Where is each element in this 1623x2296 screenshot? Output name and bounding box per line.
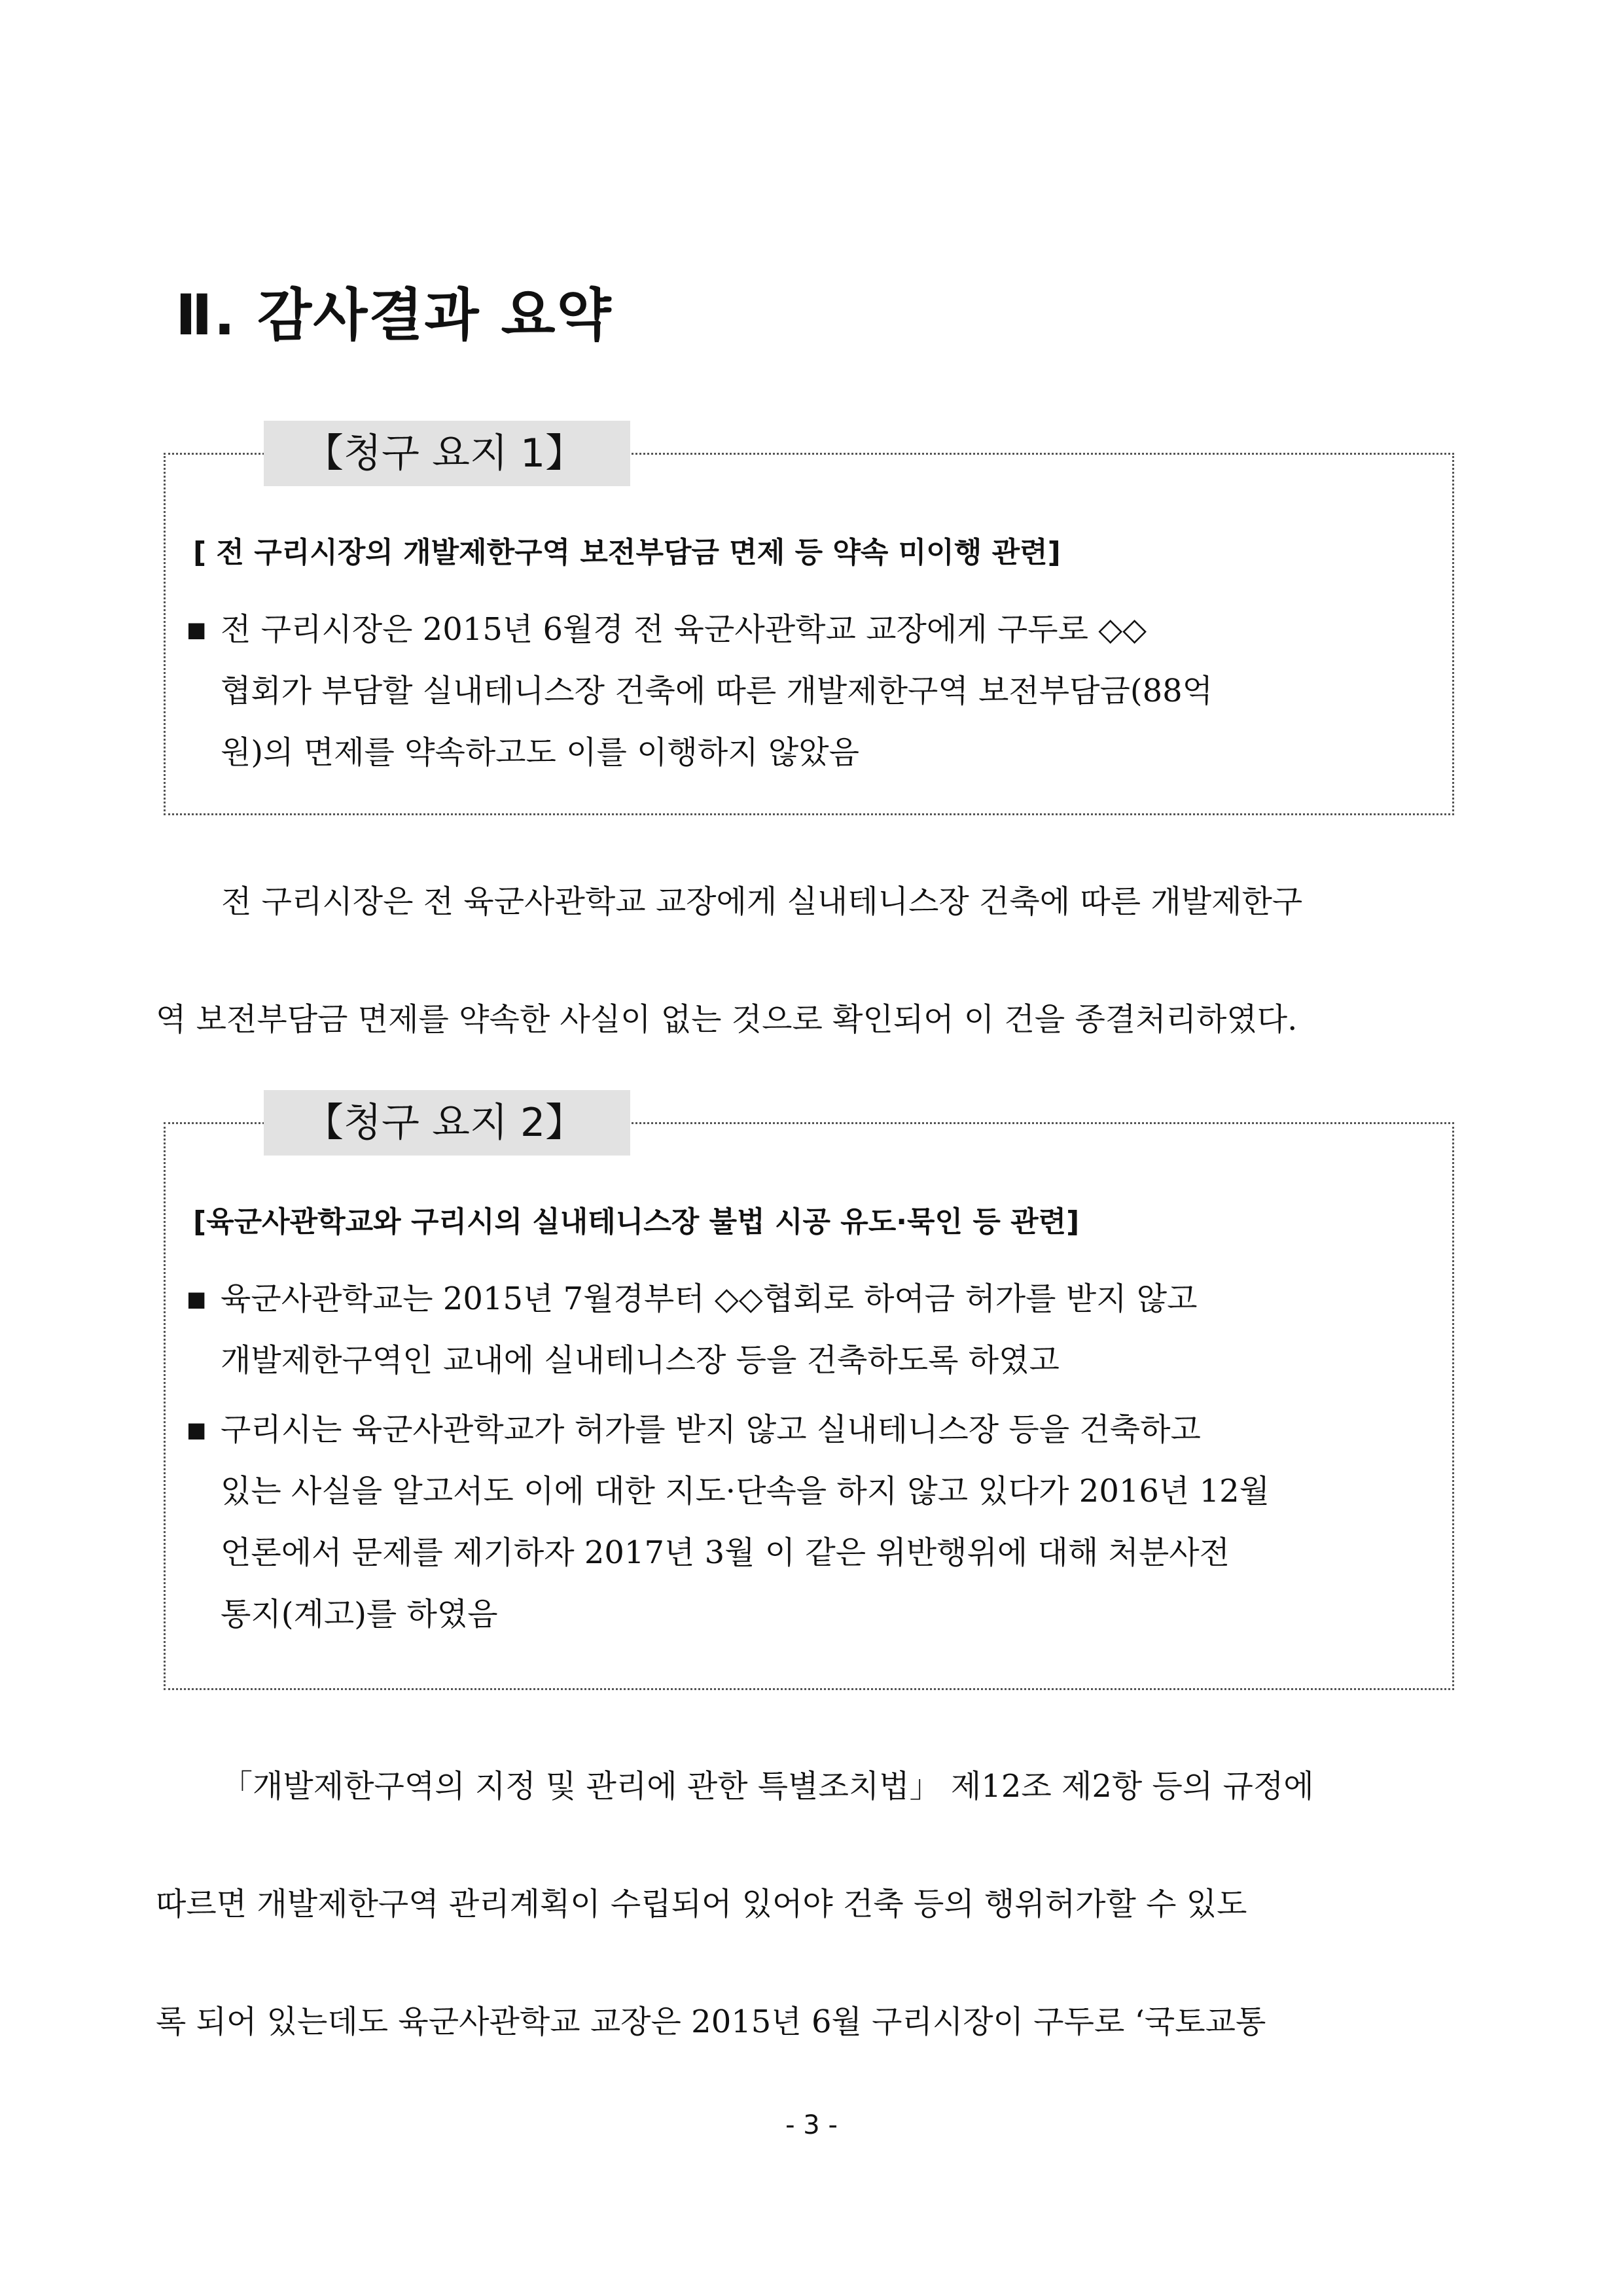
bullet-line: 개발제한구역인 교내에 실내테니스장 등을 건축하도록 하였고 bbox=[221, 1342, 1060, 1379]
page-number: - 3 - bbox=[785, 2110, 838, 2140]
paragraph-line: 따르면 개발제한구역 관리계획이 수립되어 있어야 건축 등의 행위허가할 수 있도 bbox=[156, 1886, 1247, 1922]
section-title: Ⅱ. 감사결과 요약 bbox=[175, 283, 613, 348]
bullet-line: 통지(계고)를 하였음 bbox=[221, 1596, 498, 1633]
claim-heading-2: [육군사관학교와 구리시의 실내테니스장 불법 시공 유도·묵인 등 관련] bbox=[193, 1205, 1080, 1239]
result-paragraph-2 bbox=[156, 1727, 1471, 2081]
paragraph-line: 전 구리시장은 전 육군사관학교 교장에게 실내테니스장 건축에 따른 개발제한구 bbox=[221, 883, 1303, 920]
square-bullet-icon: ■ bbox=[187, 1286, 207, 1311]
bullet-item bbox=[185, 599, 1429, 783]
bullet-line: 육군사관학교는 2015년 7월경부터 ◇◇협회로 하여금 허가를 받지 않고 bbox=[221, 1280, 1198, 1317]
claim-bullets-2 bbox=[185, 1268, 1429, 1653]
bullet-item bbox=[185, 1399, 1429, 1645]
claim-label-1: 【청구 요지 1】 bbox=[264, 421, 630, 486]
bullet-line: 구리시는 육군사관학교가 허가를 받지 않고 실내테니스장 등을 건축하고 bbox=[221, 1411, 1201, 1448]
claim-heading-1: [ 전 구리시장의 개발제한구역 보전부담금 면제 등 약속 미이행 관련] bbox=[193, 536, 1061, 569]
paragraph-line: 「개발제한구역의 지정 및 관리에 관한 특별조치법」 제12조 제2항 등의 규정에 bbox=[221, 1768, 1314, 1805]
bullet-line: 원)의 면제를 약속하고도 이를 이행하지 않았음 bbox=[221, 734, 860, 771]
paragraph-line: 록 되어 있는데도 육군사관학교 교장은 2015년 6월 구리시장이 구두로 ‘국토교통 bbox=[156, 2004, 1266, 2040]
paragraph-line: 역 보전부담금 면제를 약속한 사실이 없는 것으로 확인되어 이 건을 종결처리하였다. bbox=[156, 1001, 1298, 1038]
result-paragraph-1 bbox=[156, 843, 1471, 1078]
bullet-item bbox=[185, 1268, 1429, 1391]
bullet-line: 언론에서 문제를 제기하자 2017년 3월 이 같은 위반행위에 대해 처분사전 bbox=[221, 1534, 1230, 1571]
claim-box-1 bbox=[164, 431, 1454, 815]
bullet-line: 있는 사실을 알고서도 이에 대한 지도·단속을 하지 않고 있다가 2016년 12월 bbox=[221, 1473, 1270, 1510]
square-bullet-icon: ■ bbox=[187, 617, 207, 642]
claim-bullets-1 bbox=[185, 599, 1429, 791]
bullet-line: 전 구리시장은 2015년 6월경 전 육군사관학교 교장에게 구두로 ◇◇ bbox=[221, 611, 1147, 648]
claim-box-2 bbox=[164, 1100, 1454, 1690]
square-bullet-icon: ■ bbox=[187, 1417, 207, 1442]
bullet-line: 협회가 부담할 실내테니스장 건축에 따른 개발제한구역 보전부담금(88억 bbox=[221, 673, 1213, 709]
claim-label-2: 【청구 요지 2】 bbox=[264, 1090, 630, 1156]
